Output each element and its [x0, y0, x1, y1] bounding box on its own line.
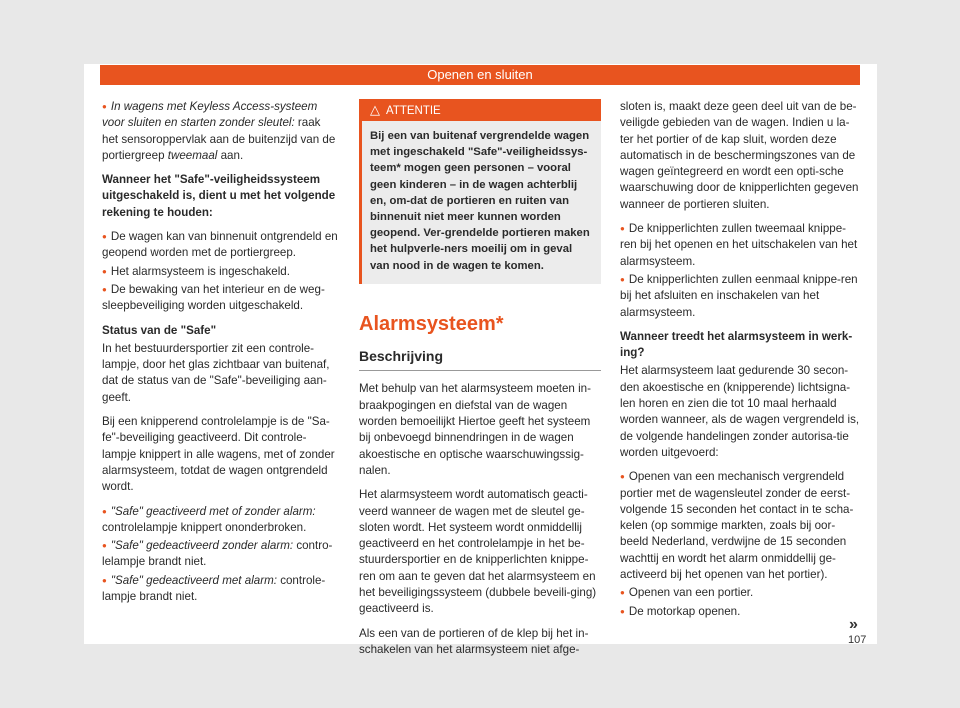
state-text: controle-lampje brandt niet. [102, 573, 326, 604]
list-item-text: De knipperlichten zullen tweemaal knippe-ren bij het openen en het uitschakelen van het alarmsysteem. [620, 222, 858, 268]
bullet-icon [620, 605, 629, 618]
list-item [102, 573, 338, 606]
keyless-paragraph [102, 99, 338, 164]
list-item-text: De wagen kan van binnenuit ontgrendeld en geopend worden met de portiergreep. [102, 230, 338, 260]
bullet-icon [102, 574, 111, 587]
column-left [102, 99, 338, 613]
list-item [620, 221, 860, 270]
page-header: Openen en sluiten [100, 65, 860, 85]
state-label: "Safe" gedeactiveerd met alarm: [110, 573, 277, 587]
list-item-text: Het alarmsysteem is ingeschakeld. [110, 264, 290, 278]
warning-title: ATTENTIE [386, 105, 441, 117]
description-paragraph-1: Met behulp van het alarmsysteem moeten in-braakpogingen en diefstal van de wagen worden bemoeilijkt Hiertoe geeft het systeem bij onbevoegd binnendringen in de wagen akoestische en optische waarschuwingssig-nalen. [359, 382, 591, 477]
warning-box [359, 99, 601, 284]
column-right [620, 99, 860, 628]
bullet-icon [620, 470, 629, 483]
subsection-title: Beschrijving [359, 348, 601, 371]
status-heading: Status van de "Safe" [102, 323, 217, 337]
keyless-label: In wagens met Keyless Access-systeem voor sluiten en starten zonder sleutel: [102, 100, 318, 130]
continue-mark: » [849, 616, 858, 633]
column-middle [359, 99, 601, 666]
keyless-text-b: aan. [217, 148, 244, 162]
bullet-icon [102, 539, 111, 552]
bullet-icon [102, 230, 111, 243]
bullet-icon [620, 273, 629, 286]
list-item [620, 272, 860, 321]
state-text: controlelampje knippert ononderbroken. [102, 520, 307, 534]
continued-paragraph: sloten is, maakt deze geen deel uit van de be-veiligde gebieden van de wagen. Indien u la-ter het portier of de kap sluit, worden deze automatisch in de beschermingszones van de wagen geïntegreerd en wordt een opti-sche waarschuwing door de knipperlichten gegeven wanneer de portieren sluiten. [620, 100, 859, 211]
list-item-text: Openen van een mechanisch vergrendeld portier met de wagensleutel zonder de eerst-volgende 15 seconden het contact in te scha-kelen (op sommige markten, zoals bij oor-beeld Nederland, verdwijne de 15 seconden wachttij en wordt het alarm onmiddellij ge-activeerd bij het openen van het portier). [620, 470, 854, 582]
state-label: "Safe" geactiveerd met of zonder alarm: [110, 504, 316, 518]
bullet-icon [102, 265, 111, 278]
alarm-trigger-heading: Wanneer treedt het alarmsysteem in werk-ing? [620, 329, 853, 360]
section-title: Alarmsysteem* [359, 312, 504, 335]
status-paragraph-2: Bij een knipperend controlelampje is de "Sa-fe"-beveiliging geactiveerd. Dit controle-lampje knippert in alle wagens, met of zonder alarmsysteem, totdat de wagen ontgrendeld wordt. [102, 415, 335, 494]
list-item [102, 504, 338, 537]
description-paragraph-3: Als een van de portieren of de klep bij het in-schakelen van het alarmsysteem niet afge- [359, 626, 589, 656]
alarm-trigger-paragraph: Het alarmsysteem laat gedurende 30 secon-den akoestische en (knipperende) lichtsigna-len horen en zien die tot 10 maal herhaald worden wanneer, als de wagen vergrendeld is, de volgende handelingen zonder autorisa-tie worden uitgevoerd: [620, 364, 860, 459]
list-item-text: Openen van een portier. [628, 586, 754, 600]
page-number: 107 [848, 634, 867, 646]
list-item [620, 469, 860, 583]
list-item-text: De bewaking van het interieur en de weg-sleepbeveiliging worden uitgeschakeld. [102, 282, 325, 313]
state-text: contro-lelampje brandt niet. [102, 539, 333, 569]
warning-triangle-icon: △ [370, 102, 380, 117]
safe-off-heading: Wanneer het "Safe"-veiligheidssysteem uitgeschakeld is, dient u met het volgende rekening te houden: [102, 173, 336, 219]
warning-text: Bij een van buitenaf vergrendelde wagen met ingeschakeld "Safe"-veiligheidssys-teem* mogen geen personen – vooral geen kinderen – in de wagen achterblij en, om-dat de portieren en ruiten van binnenuit niet meer kunnen worden geopend. Ver-grendelde portieren maken het hulpverle-ners moeilij om in geval van nood in de wagen te komen. [370, 130, 590, 272]
warning-header [362, 99, 601, 121]
list-item [102, 282, 338, 315]
bullet-icon [620, 222, 629, 235]
list-item [102, 538, 338, 571]
keyless-text-a: raak het sensoroppervlak aan de buitenzijd van de portiergreep [102, 116, 336, 162]
list-item-text: De motorkap openen. [628, 604, 741, 618]
list-item-text: De knipperlichten zullen eenmaal knippe-ren bij het afsluiten en inschakelen van het alarmsysteem. [620, 272, 858, 319]
bullet-icon [620, 586, 629, 599]
bullet-icon [102, 505, 111, 518]
description-paragraph-2: Het alarmsysteem wordt automatisch geacti-veerd wanneer de wagen met de sleutel ge-sloten wordt. Het systeem wordt onmiddellij geactiveerd en het controlelampje in het be-stuurdersportier en de knipperlichten knippe-ren om aan te geven dat het alarmsysteem en het beveiligingssysteem (dubbele beveili-ging) geactiveerd is. [359, 488, 597, 616]
bullet-icon [102, 100, 111, 113]
bullet-icon [102, 283, 111, 296]
list-item [620, 604, 860, 620]
list-item [102, 264, 338, 280]
list-item [102, 229, 338, 262]
state-label: "Safe" gedeactiveerd zonder alarm: [110, 539, 294, 553]
keyless-emphasis: tweemaal [167, 148, 218, 162]
list-item [620, 585, 860, 601]
status-paragraph-1: In het bestuurdersportier zit een controle-lampje, door het glas zichtbaar van buitenaf, dat de status van de "Safe"-beveiliging aan-geeft. [102, 341, 330, 404]
